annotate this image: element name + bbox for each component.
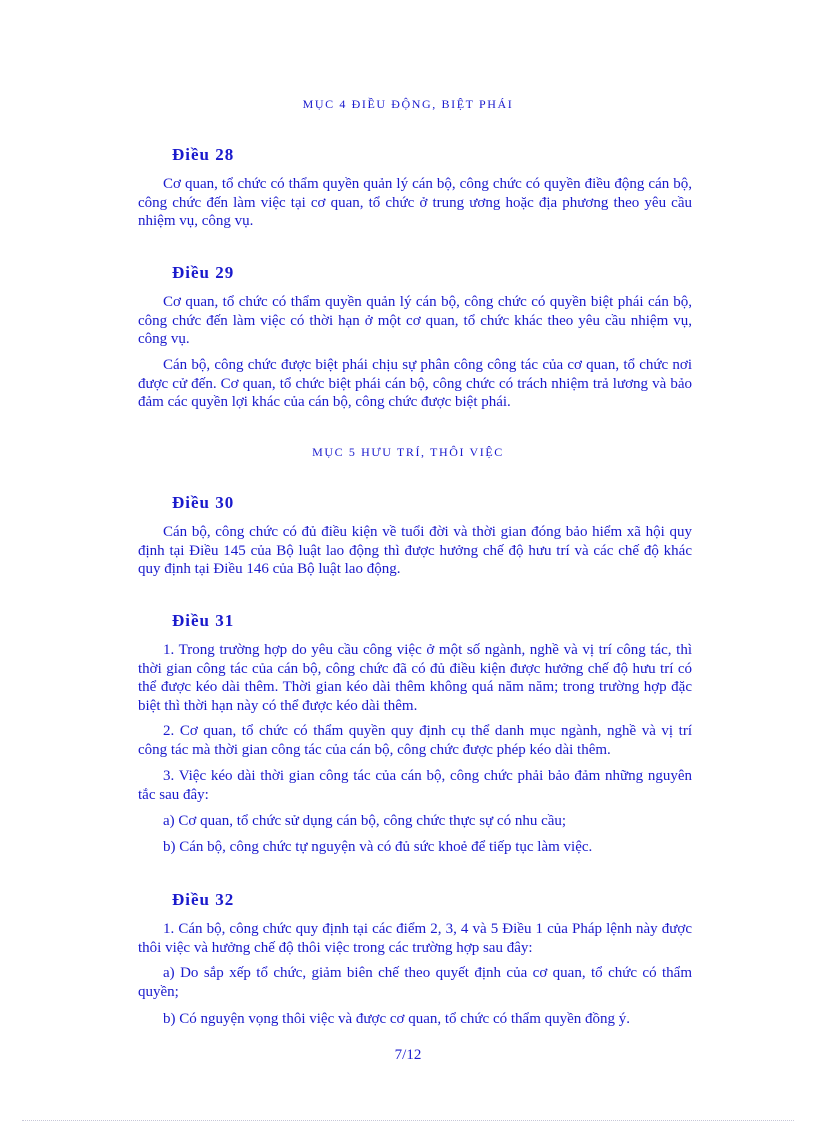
section-4-title: MỤC 4 ĐIỀU ĐỘNG, BIỆT PHÁI [302, 97, 514, 111]
article-32-item-a: a) Do sắp xếp tổ chức, giảm biên chế theo quyết định của cơ quan, tổ chức có thẩm quyền; [138, 965, 692, 1000]
article-29-paragraph-2: Cán bộ, công chức được biệt phái chịu sự phân công công tác của cơ quan, tổ chức nơi được cử đến. Cơ quan, tổ chức biệt phái cán bộ, công chức có trách nhiệm trả lương và bảo đảm các quyền lợi khác của cán bộ, công chức được biệt phái. [138, 357, 692, 410]
article-30-paragraph-1: Cán bộ, công chức có đủ điều kiện về tuổi đời và thời gian đóng bảo hiểm xã hội quy định tại Điều 145 của Bộ luật lao động thì được hưởng chế độ hưu trí và các chế độ khác quy định tại Điều 146 của Bộ luật lao động. [138, 524, 692, 577]
article-31-paragraph-1: 1. Trong trường hợp do yêu cầu công việc ở một số ngành, nghề và vị trí công tác, thì thời gian công tác của cán bộ, công chức đã có đủ điều kiện được hưởng chế độ hưu trí có thể được kéo dài thêm. Thời gian kéo dài thêm không quá năm năm; trong trường hợp đặc biệt thì thời hạn này có thể được kéo dài thêm. [138, 642, 692, 714]
article-31-heading: Điều 31 [172, 611, 235, 630]
article-28-heading: Điều 28 [172, 145, 235, 164]
article-29-heading: Điều 29 [172, 263, 235, 282]
article-32-heading: Điều 32 [172, 890, 235, 909]
article-28-paragraph-1: Cơ quan, tổ chức có thẩm quyền quản lý cán bộ, công chức có quyền điều động cán bộ, công chức đến làm việc tại cơ quan, tổ chức ở trung ương hoặc địa phương theo yêu cầu nhiệm vụ, công vụ. [138, 176, 692, 229]
article-31-paragraph-2: 2. Cơ quan, tổ chức có thẩm quyền quy định cụ thể danh mục ngành, nghề và vị trí công tác mà thời gian công tác của cán bộ, công chức được phép kéo dài thêm. [138, 723, 692, 758]
page-number: 7/12 [394, 1047, 422, 1063]
section-5-title: MỤC 5 HƯU TRÍ, THÔI VIỆC [312, 445, 504, 459]
article-32-paragraph-1: 1. Cán bộ, công chức quy định tại các điểm 2, 3, 4 và 5 Điều 1 của Pháp lệnh này được thôi việc và hưởng chế độ thôi việc trong các trường hợp sau đây: [138, 921, 692, 956]
article-29-paragraph-1: Cơ quan, tổ chức có thẩm quyền quản lý cán bộ, công chức có quyền biệt phái cán bộ, công chức đến làm việc có thời hạn ở một cơ quan, tổ chức khác theo yêu cầu nhiệm vụ, công vụ. [138, 294, 692, 347]
article-32-item-b: b) Có nguyện vọng thôi việc và được cơ quan, tổ chức có thẩm quyền đồng ý. [163, 1011, 631, 1027]
page-bottom-divider [22, 1120, 794, 1121]
article-31-item-a: a) Cơ quan, tổ chức sử dụng cán bộ, công chức thực sự có nhu cầu; [163, 813, 567, 829]
article-30-heading: Điều 30 [172, 493, 235, 512]
article-31-item-b: b) Cán bộ, công chức tự nguyện và có đủ sức khoẻ để tiếp tục làm việc. [163, 839, 593, 855]
article-31-paragraph-3: 3. Việc kéo dài thời gian công tác của cán bộ, công chức phải bảo đảm những nguyên tắc sau đây: [138, 768, 692, 803]
